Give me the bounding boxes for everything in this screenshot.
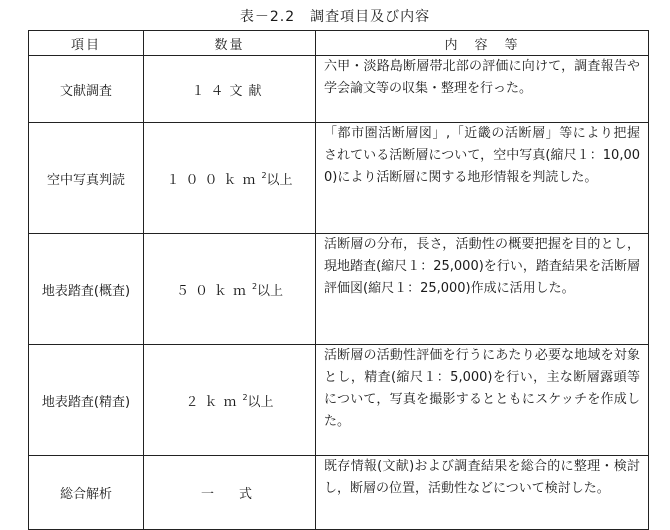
header-quantity: 数量: [144, 31, 316, 56]
header-item: 項目: [29, 31, 144, 56]
quantity-suffix: 以上: [266, 172, 293, 188]
item-cell: 地表踏査(概査): [29, 234, 144, 345]
quantity-value: ５０ｋｍ: [175, 283, 252, 299]
table-caption: 表－2.2 調査項目及び内容: [239, 9, 431, 25]
quantity-cell: [144, 234, 316, 345]
item-cell: 地表踏査(精査): [29, 345, 144, 456]
quantity-superscript: 2: [242, 392, 248, 402]
header-content: 内 容 等: [316, 31, 649, 56]
quantity-value: ２ｋｍ: [185, 394, 243, 410]
header-row: [29, 31, 649, 56]
table-row: [29, 56, 649, 123]
quantity-superscript: 2: [251, 281, 258, 291]
table-row: [29, 456, 649, 530]
content-cell: 「都市圏活断層図」,「近畿の活断層」等により把握されている活断層について，空中写真(縮尺１：10,000)により活断層に関する地形情報を判読した。: [316, 123, 649, 234]
quantity-cell: [144, 56, 316, 123]
survey-items-table: [28, 30, 649, 530]
item-cell: 総合解析: [29, 456, 144, 530]
quantity-cell: [144, 345, 316, 456]
content-cell: 既存情報(文献)および調査結果を総合的に整理・検討し，断層の位置，活動性などについて検討した。: [316, 456, 649, 530]
quantity-value: 一 式: [200, 487, 258, 502]
content-cell: 活断層の分布，長さ，活動性の概要把握を目的とし，現地踏査(縮尺１：25,000)を行い，踏査結果を活断層評価図(縮尺１：25,000)作成に活用した。: [316, 234, 649, 345]
quantity-suffix: 以上: [257, 283, 284, 299]
table-body: [29, 56, 649, 530]
table-row: [29, 234, 649, 345]
quantity-superscript: 2: [261, 170, 267, 180]
quantity-cell: [144, 123, 316, 234]
content-cell: 活断層の活動性評価を行うにあたり必要な地域を対象とし，精査(縮尺１：5,000)を行い，主な断層露頭等について，写真を撮影するとともにスケッチを作成した。: [316, 345, 649, 456]
item-cell: 空中写真判読: [29, 123, 144, 234]
quantity-value: １００ｋｍ: [166, 172, 262, 188]
quantity-value: １４文献: [191, 83, 268, 99]
quantity-suffix: 以上: [247, 394, 274, 410]
table-row: [29, 123, 649, 234]
quantity-cell: [144, 456, 316, 530]
item-cell: 文献調査: [29, 56, 144, 123]
table-row: [29, 345, 649, 456]
content-cell: 六甲・淡路島断層帯北部の評価に向けて，調査報告や学会論文等の収集・整理を行った。: [316, 56, 649, 123]
table-header: [29, 31, 649, 56]
